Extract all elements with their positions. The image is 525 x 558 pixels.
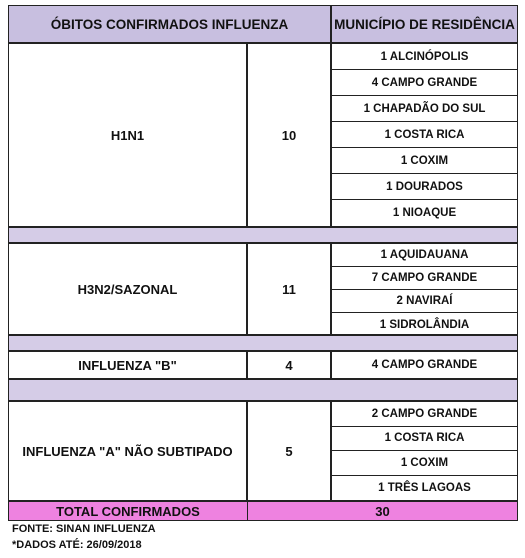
municipio-list	[331, 351, 518, 379]
group-type-label: INFLUENZA "B"	[78, 357, 177, 373]
group-count-label: 4	[285, 357, 293, 373]
group-type-cell	[8, 401, 247, 501]
separator-row	[8, 227, 518, 243]
total-row	[8, 501, 518, 521]
group-type-label: INFLUENZA "A" NÃO SUBTIPADO	[22, 443, 233, 459]
group-type-label: H3N2/SAZONAL	[77, 281, 178, 297]
municipio-item: 1 SIDROLÂNDIA	[379, 318, 470, 331]
total-label: TOTAL CONFIRMADOS	[9, 502, 248, 520]
separator-row	[8, 335, 518, 351]
municipio-list	[331, 43, 518, 227]
municipio-item: 2 CAMPO GRANDE	[332, 402, 517, 427]
group-count-label: 5	[285, 443, 293, 459]
municipio-item: 1 COXIM	[332, 148, 517, 174]
group-count-cell	[247, 351, 331, 379]
group-type-label: H1N1	[110, 127, 145, 143]
header-municipio	[331, 5, 518, 43]
municipio-list	[331, 243, 518, 335]
municipio-item: 1 COSTA RICA	[332, 122, 517, 148]
group-count-cell	[247, 243, 331, 335]
municipio-item: 1 NIOAQUE	[392, 207, 457, 219]
municipio-item: 7 CAMPO GRANDE	[332, 267, 517, 290]
source-note: FONTE: SINAN INFLUENZA	[12, 523, 156, 535]
group-count-cell	[247, 43, 331, 227]
municipio-list	[331, 401, 518, 501]
header-obitos-label: ÓBITOS CONFIRMADOS INFLUENZA	[50, 16, 289, 32]
municipio-item: 4 CAMPO GRANDE	[371, 358, 478, 371]
group-type-cell	[8, 351, 247, 379]
municipio-item: 1 COXIM	[332, 451, 517, 476]
group-count-label: 10	[281, 127, 297, 143]
municipio-item: 4 CAMPO GRANDE	[332, 70, 517, 96]
group-type-cell	[8, 43, 247, 227]
municipio-item: 1 COSTA RICA	[332, 427, 517, 452]
municipio-item: 2 NAVIRAÍ	[332, 290, 517, 313]
total-value: 30	[375, 503, 390, 519]
municipio-item: 1 ALCINÓPOLIS	[332, 44, 517, 70]
municipio-item: 1 AQUIDAUANA	[332, 244, 517, 267]
municipio-item: 1 CHAPADÃO DO SUL	[332, 96, 517, 122]
header-obitos	[8, 5, 331, 43]
separator-row	[8, 379, 518, 401]
group-count-cell	[247, 401, 331, 501]
date-note: *DADOS ATÉ: 26/09/2018	[12, 539, 142, 551]
header-municipio-label: MUNICÍPIO DE RESIDÊNCIA	[334, 16, 515, 32]
municipio-item: 1 TRÊS LAGOAS	[378, 481, 471, 494]
municipio-item: 1 DOURADOS	[332, 174, 517, 200]
group-type-cell	[8, 243, 247, 335]
group-count-label: 11	[282, 281, 296, 297]
